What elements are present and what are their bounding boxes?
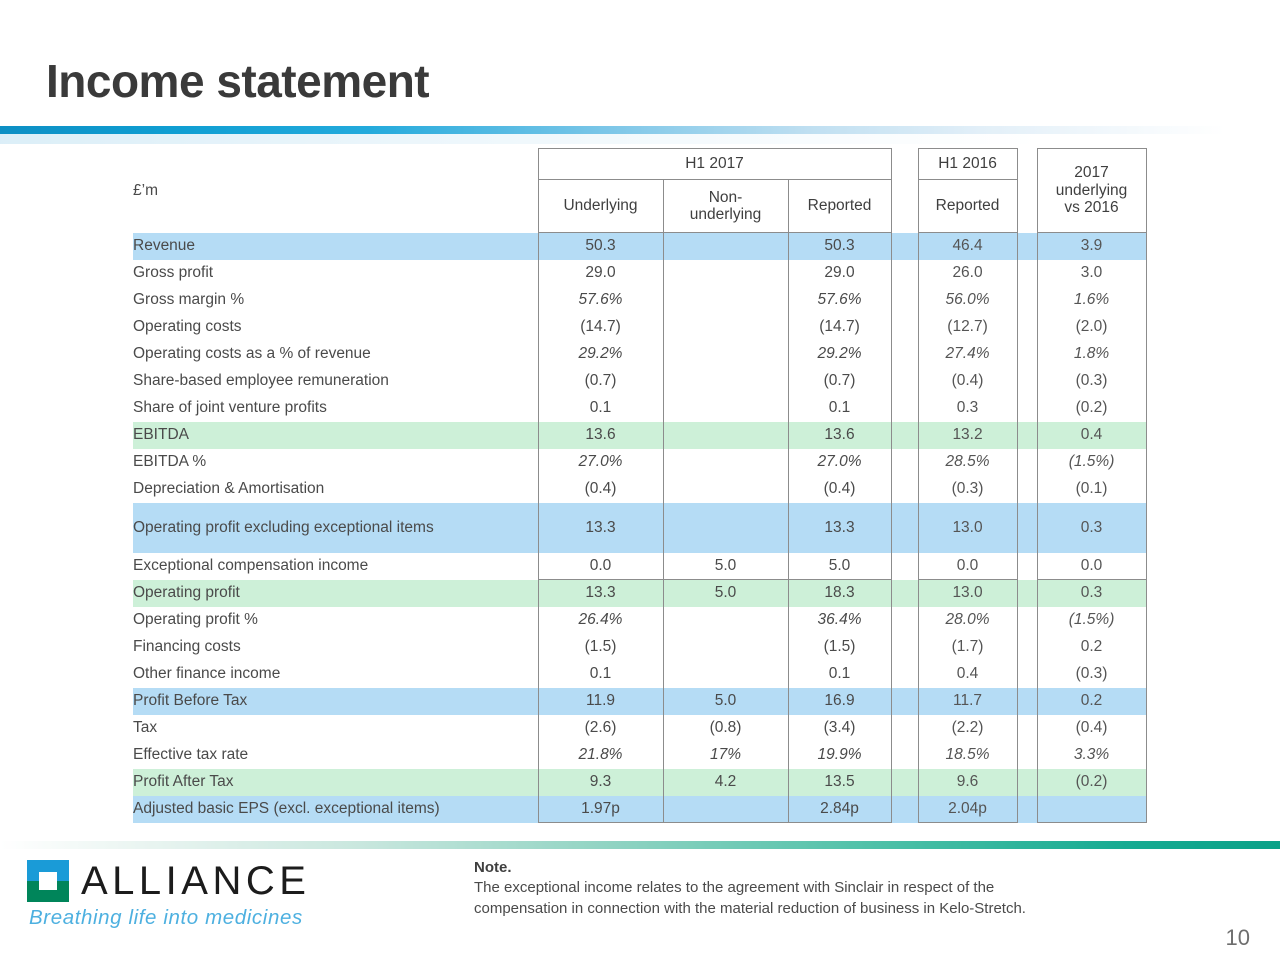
- row-label: Revenue: [133, 233, 538, 260]
- row-gap-1: [891, 449, 918, 476]
- cell-reported-2016: 0.0: [918, 553, 1017, 580]
- cell-underlying: 57.6%: [538, 287, 663, 314]
- cell-reported-2017: 57.6%: [788, 287, 891, 314]
- cell-reported-2016: 26.0: [918, 260, 1017, 287]
- row-gap-1: [891, 503, 918, 553]
- cell-reported-2017: 5.0: [788, 553, 891, 580]
- row-gap-2: [1017, 634, 1037, 661]
- vs-2016-line-3: vs 2016: [1064, 199, 1119, 217]
- note-line-1: The exceptional income relates to the agreement with Sinclair in respect of the: [474, 879, 995, 897]
- footer-accent-rule: [0, 841, 1280, 849]
- cell-underlying: 13.6: [538, 422, 663, 449]
- table-row: [133, 314, 1146, 341]
- row-gap-2: [1017, 422, 1037, 449]
- cell-non-underlying: 17%: [663, 742, 788, 769]
- cell-reported-2017: 13.6: [788, 422, 891, 449]
- table-row: [133, 607, 1146, 634]
- row-label: Other finance income: [133, 665, 281, 682]
- cell-vs-2016: 3.0: [1037, 260, 1146, 287]
- cell-reported-2016: 2.04p: [918, 796, 1017, 823]
- group-header-h1-2016: H1 2016: [918, 149, 1017, 180]
- row-gap-1: [891, 341, 918, 368]
- row-label: Gross margin %: [133, 291, 245, 308]
- cell-non-underlying: [663, 634, 788, 661]
- sub-header-reported-2017: Reported: [788, 180, 891, 233]
- table-row: [133, 503, 1146, 553]
- cell-reported-2017: (14.7): [788, 314, 891, 341]
- table-row: [133, 449, 1146, 476]
- cell-reported-2017: 36.4%: [788, 607, 891, 634]
- cell-non-underlying: [663, 314, 788, 341]
- cell-vs-2016: 0.4: [1037, 422, 1146, 449]
- cell-reported-2017: 16.9: [788, 688, 891, 715]
- vs-2016-line-1: 2017: [1074, 164, 1109, 182]
- cell-vs-2016: (1.5%): [1037, 449, 1146, 476]
- cell-non-underlying: (0.8): [663, 715, 788, 742]
- row-gap-1: [891, 769, 918, 796]
- cell-vs-2016: 3.3%: [1037, 742, 1146, 769]
- row-gap-2: [1017, 395, 1037, 422]
- cell-non-underlying: [663, 661, 788, 688]
- row-gap-2: [1017, 580, 1037, 607]
- table-row: [133, 634, 1146, 661]
- cell-vs-2016: (1.5%): [1037, 607, 1146, 634]
- cell-underlying: 27.0%: [538, 449, 663, 476]
- cell-underlying: 0.0: [538, 553, 663, 580]
- cell-non-underlying: 5.0: [663, 580, 788, 607]
- logo-tagline: Breathing life into medicines: [29, 906, 303, 929]
- sub-header-underlying: Underlying: [538, 180, 663, 233]
- row-label: Effective tax rate: [133, 746, 249, 763]
- column-gap-2: [1017, 149, 1037, 180]
- row-label: Operating costs as a % of revenue: [133, 345, 371, 362]
- table-row: [133, 661, 1146, 688]
- row-gap-2: [1017, 287, 1037, 314]
- cell-reported-2016: (0.4): [918, 368, 1017, 395]
- cell-reported-2017: (1.5): [788, 634, 891, 661]
- row-gap-1: [891, 287, 918, 314]
- row-gap-2: [1017, 449, 1037, 476]
- cell-vs-2016: 0.3: [1037, 580, 1146, 607]
- unit-label: £’m: [133, 181, 158, 199]
- table-row: [133, 796, 1146, 823]
- logo-wordmark: ALLIANCE: [81, 859, 311, 903]
- row-gap-1: [891, 688, 918, 715]
- row-label: Operating profit %: [133, 611, 258, 628]
- cell-vs-2016: (0.1): [1037, 476, 1146, 503]
- group-header-vs-2016: [1037, 149, 1146, 233]
- row-gap-1: [891, 580, 918, 607]
- cell-underlying: (0.7): [538, 368, 663, 395]
- income-statement-table: [133, 148, 1147, 823]
- cell-underlying: 0.1: [538, 395, 663, 422]
- row-gap-2: [1017, 796, 1037, 823]
- cell-reported-2016: 28.0%: [918, 607, 1017, 634]
- group-header-h1-2017: H1 2017: [538, 149, 891, 180]
- table-header-row-top: [133, 149, 1146, 180]
- table-row: [133, 287, 1146, 314]
- cell-vs-2016: (0.2): [1037, 395, 1146, 422]
- row-gap-2: [1017, 503, 1037, 553]
- cell-vs-2016: 3.9: [1037, 233, 1146, 260]
- row-gap-1: [891, 661, 918, 688]
- cell-underlying: 11.9: [538, 688, 663, 715]
- income-statement-table-wrapper: [133, 148, 1146, 823]
- cell-reported-2017: 19.9%: [788, 742, 891, 769]
- alliance-square-icon: [27, 860, 69, 902]
- cell-non-underlying: [663, 503, 788, 553]
- cell-non-underlying: [663, 476, 788, 503]
- cell-reported-2016: 27.4%: [918, 341, 1017, 368]
- cell-vs-2016: (0.4): [1037, 715, 1146, 742]
- note-block: [474, 858, 1174, 919]
- cell-non-underlying: [663, 796, 788, 823]
- cell-underlying: 21.8%: [538, 742, 663, 769]
- row-gap-1: [891, 742, 918, 769]
- cell-reported-2017: 13.3: [788, 503, 891, 553]
- cell-underlying: 29.0: [538, 260, 663, 287]
- cell-non-underlying: [663, 260, 788, 287]
- cell-reported-2016: (1.7): [918, 634, 1017, 661]
- row-gap-2: [1017, 607, 1037, 634]
- table-body: [133, 233, 1146, 823]
- row-label: Operating profit: [133, 580, 538, 607]
- row-gap-2: [1017, 233, 1037, 260]
- row-label: Gross profit: [133, 264, 214, 281]
- cell-non-underlying: [663, 395, 788, 422]
- row-gap-1: [891, 233, 918, 260]
- cell-reported-2016: 56.0%: [918, 287, 1017, 314]
- cell-reported-2016: 9.6: [918, 769, 1017, 796]
- cell-reported-2017: 18.3: [788, 580, 891, 607]
- row-gap-1: [891, 422, 918, 449]
- cell-underlying: (0.4): [538, 476, 663, 503]
- note-line-2: compensation in connection with the material reduction of business in Kelo-Stretch.: [474, 899, 1026, 917]
- table-header: [133, 149, 1146, 233]
- cell-non-underlying: [663, 233, 788, 260]
- non-underlying-line-1: Non-: [708, 188, 743, 206]
- cell-reported-2016: 11.7: [918, 688, 1017, 715]
- cell-reported-2016: 28.5%: [918, 449, 1017, 476]
- cell-underlying: 0.1: [538, 661, 663, 688]
- table-row: [133, 233, 1146, 260]
- row-gap-1: [891, 395, 918, 422]
- cell-non-underlying: 5.0: [663, 553, 788, 580]
- cell-underlying: (2.6): [538, 715, 663, 742]
- row-label: Share-based employee remuneration: [133, 372, 389, 389]
- table-row: [133, 260, 1146, 287]
- cell-underlying: 13.3: [538, 503, 663, 553]
- cell-reported-2017: 13.5: [788, 769, 891, 796]
- cell-reported-2017: (3.4): [788, 715, 891, 742]
- sub-header-reported-2016: Reported: [918, 180, 1017, 233]
- cell-underlying: 1.97p: [538, 796, 663, 823]
- row-gap-1: [891, 715, 918, 742]
- cell-reported-2016: 13.2: [918, 422, 1017, 449]
- table-row: [133, 553, 1146, 580]
- row-label: Adjusted basic EPS (excl. exceptional items): [133, 796, 538, 823]
- cell-vs-2016: 0.3: [1037, 503, 1146, 553]
- cell-reported-2016: (12.7): [918, 314, 1017, 341]
- cell-reported-2016: 13.0: [918, 580, 1017, 607]
- row-gap-2: [1017, 341, 1037, 368]
- cell-underlying: 29.2%: [538, 341, 663, 368]
- row-label: Financing costs: [133, 638, 241, 655]
- table-row: [133, 368, 1146, 395]
- cell-underlying: 13.3: [538, 580, 663, 607]
- row-gap-1: [891, 476, 918, 503]
- row-gap-2: [1017, 553, 1037, 580]
- cell-reported-2016: (2.2): [918, 715, 1017, 742]
- table-row: [133, 769, 1146, 796]
- cell-non-underlying: 5.0: [663, 688, 788, 715]
- cell-reported-2016: 0.4: [918, 661, 1017, 688]
- row-gap-1: [891, 553, 918, 580]
- cell-vs-2016: 0.2: [1037, 688, 1146, 715]
- cell-reported-2017: 0.1: [788, 661, 891, 688]
- header-accent-rule: [0, 126, 1225, 134]
- row-label: Profit After Tax: [133, 769, 538, 796]
- cell-reported-2017: 29.2%: [788, 341, 891, 368]
- row-label: Tax: [133, 719, 158, 736]
- row-label: Share of joint venture profits: [133, 399, 327, 416]
- row-label: Operating profit excluding exceptional items: [133, 503, 538, 553]
- row-gap-2: [1017, 742, 1037, 769]
- cell-vs-2016: (0.3): [1037, 368, 1146, 395]
- row-gap-1: [891, 314, 918, 341]
- cell-reported-2017: 2.84p: [788, 796, 891, 823]
- note-title: Note.: [474, 859, 512, 876]
- row-gap-2: [1017, 314, 1037, 341]
- cell-vs-2016: 0.0: [1037, 553, 1146, 580]
- row-gap-1: [891, 260, 918, 287]
- sub-header-non-underlying: [663, 180, 788, 233]
- cell-reported-2017: 50.3: [788, 233, 891, 260]
- table-row: [133, 395, 1146, 422]
- row-gap-2: [1017, 476, 1037, 503]
- row-gap-2: [1017, 715, 1037, 742]
- company-logo: [27, 860, 427, 930]
- cell-vs-2016: 1.6%: [1037, 287, 1146, 314]
- cell-reported-2017: (0.4): [788, 476, 891, 503]
- column-gap-4: [1017, 180, 1037, 233]
- cell-non-underlying: [663, 341, 788, 368]
- cell-vs-2016: (0.3): [1037, 661, 1146, 688]
- cell-reported-2016: 18.5%: [918, 742, 1017, 769]
- row-gap-2: [1017, 260, 1037, 287]
- cell-vs-2016: (2.0): [1037, 314, 1146, 341]
- table-row: [133, 580, 1146, 607]
- page-title: Income statement: [46, 55, 430, 107]
- table-row: [133, 688, 1146, 715]
- cell-vs-2016: 1.8%: [1037, 341, 1146, 368]
- cell-vs-2016: (0.2): [1037, 769, 1146, 796]
- cell-non-underlying: [663, 607, 788, 634]
- table-row: [133, 341, 1146, 368]
- cell-underlying: 9.3: [538, 769, 663, 796]
- cell-reported-2017: 0.1: [788, 395, 891, 422]
- row-gap-1: [891, 796, 918, 823]
- non-underlying-line-2: underlying: [689, 206, 762, 223]
- cell-reported-2016: 46.4: [918, 233, 1017, 260]
- vs-2016-line-2: underlying: [1055, 181, 1128, 199]
- row-gap-2: [1017, 688, 1037, 715]
- table-row: [133, 422, 1146, 449]
- header-accent-rule-shadow: [0, 134, 1225, 144]
- cell-non-underlying: [663, 368, 788, 395]
- row-label: Exceptional compensation income: [133, 557, 369, 574]
- cell-underlying: 50.3: [538, 233, 663, 260]
- row-label: Depreciation & Amortisation: [133, 480, 325, 497]
- row-label: Profit Before Tax: [133, 688, 538, 715]
- cell-reported-2016: (0.3): [918, 476, 1017, 503]
- row-gap-2: [1017, 368, 1037, 395]
- row-label: EBITDA %: [133, 453, 207, 470]
- row-label: Operating costs: [133, 318, 242, 335]
- table-row: [133, 742, 1146, 769]
- cell-vs-2016: [1037, 796, 1146, 823]
- page-number: 10: [1225, 925, 1250, 950]
- cell-underlying: (1.5): [538, 634, 663, 661]
- table-row: [133, 715, 1146, 742]
- table-row: [133, 476, 1146, 503]
- cell-non-underlying: [663, 449, 788, 476]
- column-gap-3: [891, 180, 918, 233]
- cell-non-underlying: [663, 422, 788, 449]
- logo-center-notch: [39, 872, 57, 890]
- cell-reported-2017: 29.0: [788, 260, 891, 287]
- cell-vs-2016: 0.2: [1037, 634, 1146, 661]
- cell-reported-2017: 27.0%: [788, 449, 891, 476]
- row-gap-1: [891, 634, 918, 661]
- row-gap-2: [1017, 661, 1037, 688]
- cell-underlying: 26.4%: [538, 607, 663, 634]
- cell-underlying: (14.7): [538, 314, 663, 341]
- cell-non-underlying: [663, 287, 788, 314]
- row-gap-1: [891, 607, 918, 634]
- row-gap-1: [891, 368, 918, 395]
- row-label: EBITDA: [133, 422, 538, 449]
- row-gap-2: [1017, 769, 1037, 796]
- cell-reported-2016: 13.0: [918, 503, 1017, 553]
- cell-non-underlying: 4.2: [663, 769, 788, 796]
- logo-row: [27, 860, 427, 902]
- column-gap-1: [891, 149, 918, 180]
- cell-reported-2017: (0.7): [788, 368, 891, 395]
- cell-reported-2016: 0.3: [918, 395, 1017, 422]
